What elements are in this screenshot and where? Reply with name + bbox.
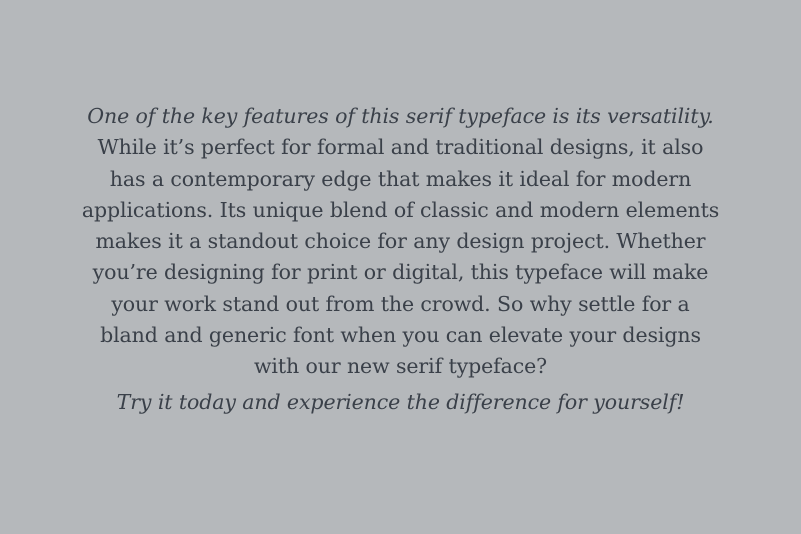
text-block <box>0 101 801 418</box>
body-line: applications. Its unique blend of classic and modern elements <box>81 197 720 222</box>
call-to-action-line: Try it today and experience the difference for yourself! <box>116 389 685 414</box>
body-line: bland and generic font when you can elevate your designs <box>100 323 701 348</box>
body-line: While it’s perfect for formal and traditional designs, it also <box>97 135 704 160</box>
body-line: has a contemporary edge that makes it ideal for modern <box>109 166 692 191</box>
body-line: your work stand out from the crowd. So why settle for a <box>111 291 690 316</box>
intro-line: One of the key features of this serif typeface is its versatility. <box>87 104 714 128</box>
body-line: with our new serif typeface? <box>253 354 548 379</box>
body-line: you’re designing for print or digital, this typeface will make <box>92 260 709 285</box>
body-line: makes it a standout choice for any design project. Whether <box>95 229 706 254</box>
